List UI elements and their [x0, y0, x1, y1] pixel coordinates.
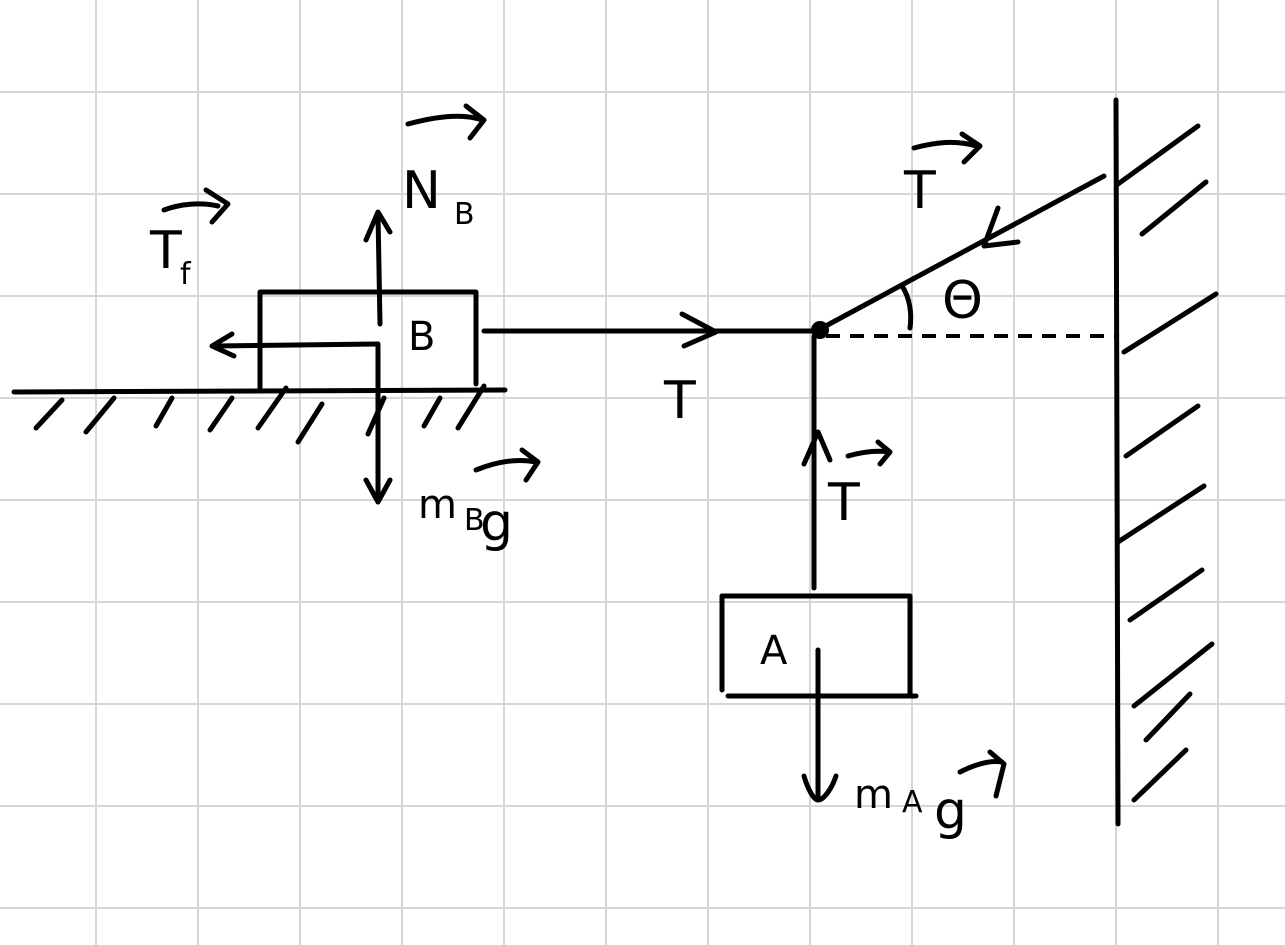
weight-b-arrow	[366, 346, 390, 502]
angle-arc	[902, 286, 911, 328]
tension-vertical-arrowhead	[804, 432, 830, 464]
ground-surface	[14, 386, 505, 442]
weight-a-text: m	[854, 772, 893, 818]
normal-force-vector-mark	[408, 106, 484, 138]
friction-arrow	[212, 334, 378, 356]
block-a-label: A	[760, 628, 788, 674]
normal-force-symbol: N	[402, 161, 441, 221]
block-b	[260, 292, 476, 388]
tension-angled-label: T	[904, 161, 936, 221]
weight-b-vector-mark	[476, 450, 538, 480]
weight-a-subscript: A	[902, 785, 923, 820]
friction-symbol: T	[150, 221, 182, 281]
block-b-label: B	[408, 314, 436, 360]
normal-force-arrow	[366, 212, 390, 324]
friction-subscript: f	[180, 257, 191, 292]
weight-a-arrow	[804, 650, 836, 800]
angle-label: Θ	[942, 271, 983, 331]
tension-angled-vector-mark	[914, 134, 980, 162]
tension-vertical-vector-mark	[848, 442, 890, 464]
weight-b-subscript: B	[464, 503, 485, 538]
weight-a-tail: g	[934, 781, 968, 841]
weight-b-tail: g	[480, 493, 514, 553]
tension-horizontal-label: T	[664, 371, 696, 431]
weight-b-text: m	[418, 482, 457, 528]
tension-vertical-label: T	[828, 473, 860, 533]
normal-force-subscript: B	[454, 197, 475, 232]
wall	[1116, 100, 1216, 824]
